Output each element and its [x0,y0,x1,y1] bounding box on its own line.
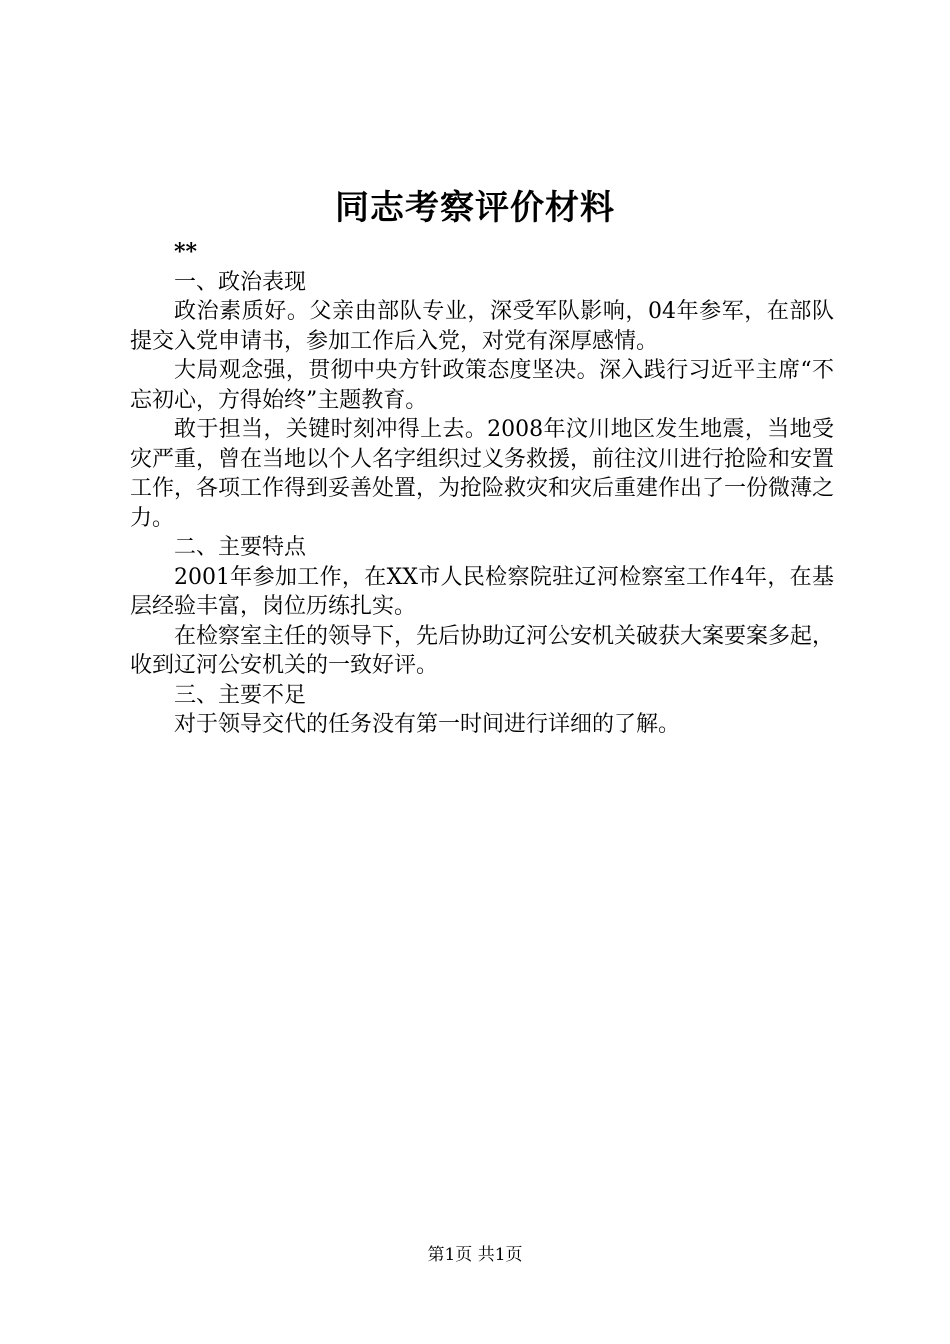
section-heading-features: 二、主要特点 [174,535,307,560]
paragraph-responsibility: 敢于担当，关键时刻冲得上去。2008年汶川地区发生地震，当地受灾严重，曾在当地以个人名字组织过义务救援，前往汶川进行抢险和安置工作，各项工作得到妥善处置，为抢险救灾和灾后重建作出了一份微薄之力。 [130,417,835,531]
document-body [130,238,834,740]
page-footer: 第1页 共1页 [427,1245,523,1265]
author-name: ** [174,239,198,265]
paragraph-work-experience: 2001年参加工作，在XX市人民检察院驻辽河检察室工作4年，在基层经验丰富，岗位历练扎实。 [130,564,834,619]
paragraph-overall-view: 大局观念强，贯彻中央方针政策态度坚决。深入践行习近平主席“不忘初心，方得始终”主题教育。 [130,358,834,413]
paragraph-political-quality: 政治素质好。父亲由部队专业，深受军队影响，04年参军，在部队提交入党申请书，参加工作后入党，对党有深厚感情。 [130,299,834,354]
document-title: 同志考察评价材料 [335,188,615,228]
section-heading-shortcomings: 三、主要不足 [174,682,307,708]
section-heading-political: 一、政治表现 [174,269,307,295]
paragraph-achievements: 在检察室主任的领导下，先后协助辽河公安机关破获大案要案多起，收到辽河公安机关的一致好评。 [130,623,835,678]
paragraph-shortcomings: 对于领导交代的任务没有第一时间进行详细的了解。 [174,712,681,737]
